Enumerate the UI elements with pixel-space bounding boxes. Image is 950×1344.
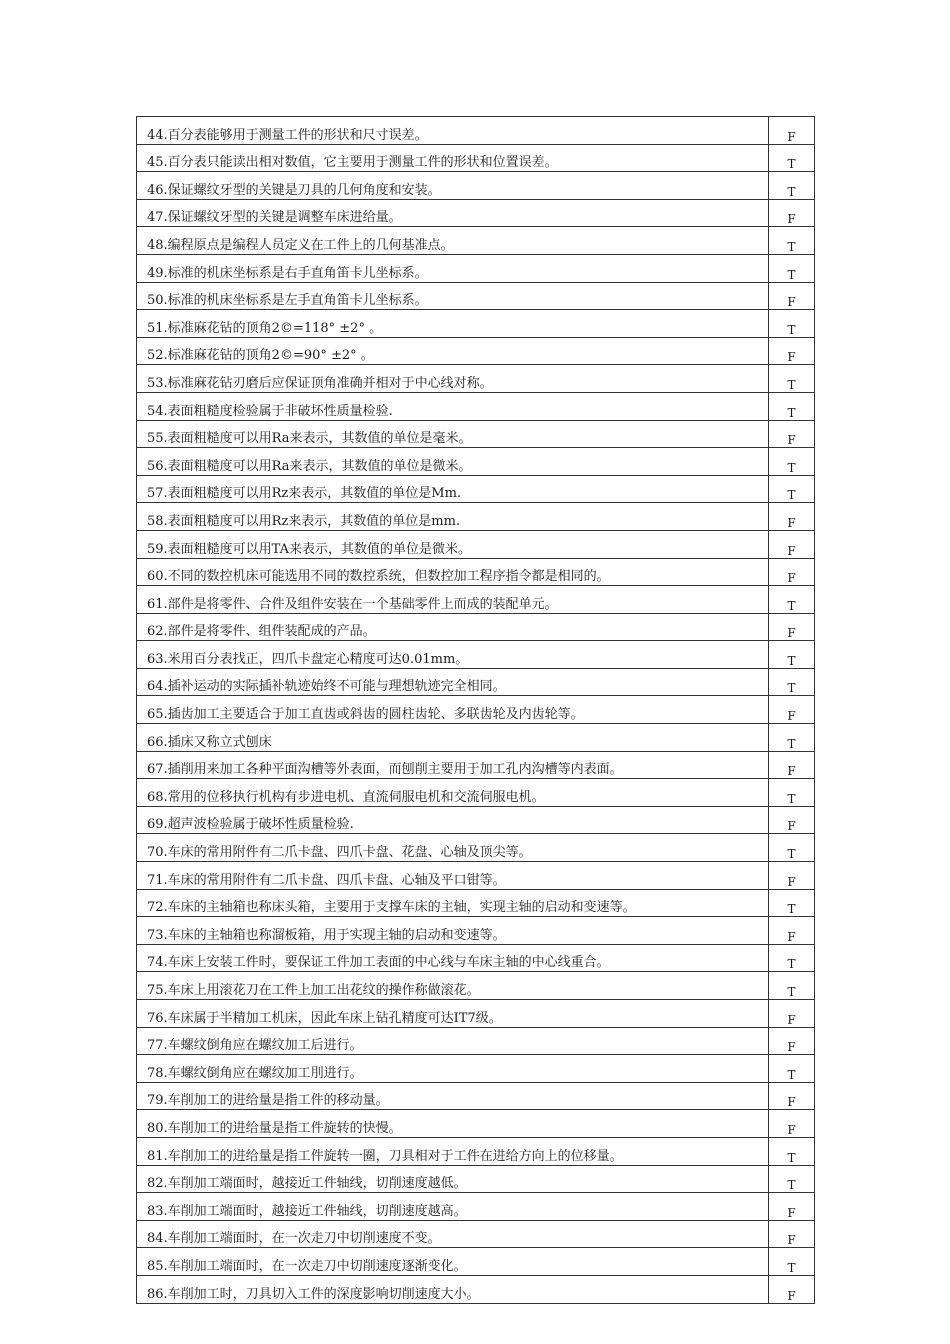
answer-cell: T xyxy=(769,448,815,476)
question-text: 64.插补运动的实际插补轨迹始终不可能与理想轨迹完全相同。 xyxy=(137,668,769,696)
table-body xyxy=(137,117,815,1304)
true-false-answer-table xyxy=(136,116,815,1304)
table-row xyxy=(137,530,815,558)
answer-cell: T xyxy=(769,668,815,696)
answer-cell: T xyxy=(769,310,815,338)
table-row xyxy=(137,917,815,945)
table-row xyxy=(137,1027,815,1055)
answer-cell: F xyxy=(769,117,815,145)
table-row xyxy=(137,558,815,586)
answer-cell: F xyxy=(769,917,815,945)
table-row xyxy=(137,503,815,531)
question-text: 46.保证螺纹牙型的关键是刀具的几何角度和安装。 xyxy=(137,172,769,200)
question-text: 54.表面粗糙度检验属于非破坏性质量检验. xyxy=(137,392,769,420)
answer-cell: T xyxy=(769,365,815,393)
question-text: 53.标准麻花钻刃磨后应保证顶角准确并相对于中心线对称。 xyxy=(137,365,769,393)
answer-cell: F xyxy=(769,806,815,834)
question-text: 84.车削加工端面时，在一次走刀中切削速度不变。 xyxy=(137,1220,769,1248)
question-text: 72.车床的主轴箱也称床头箱，主要用于支撑车床的主轴，实现主轴的启动和变速等。 xyxy=(137,889,769,917)
question-text: 85.车削加工端面时，在一次走刀中切削速度逐渐变化。 xyxy=(137,1248,769,1276)
question-text: 44.百分表能够用于测量工件的形状和尺寸误差。 xyxy=(137,117,769,145)
answer-cell: F xyxy=(769,199,815,227)
table-row xyxy=(137,254,815,282)
table-row xyxy=(137,806,815,834)
question-text: 78.车螺纹倒角应在螺纹加工刖进行。 xyxy=(137,1055,769,1083)
answer-cell: T xyxy=(769,254,815,282)
answer-cell: T xyxy=(769,172,815,200)
table-row xyxy=(137,944,815,972)
table-row xyxy=(137,641,815,669)
question-text: 47.保证螺纹牙型的关键是调整车床进给量。 xyxy=(137,199,769,227)
answer-cell: T xyxy=(769,1137,815,1165)
question-text: 62.部件是将零件、组件装配成的产品。 xyxy=(137,613,769,641)
table-row xyxy=(137,310,815,338)
question-text: 75.车床上用滚花刀在工件上加工出花纹的操作称做滚花。 xyxy=(137,972,769,1000)
answer-cell: F xyxy=(769,1110,815,1138)
table-row xyxy=(137,420,815,448)
table-row xyxy=(137,1193,815,1221)
answer-cell: T xyxy=(769,1248,815,1276)
answer-cell: F xyxy=(769,558,815,586)
answer-cell: F xyxy=(769,1000,815,1028)
answer-cell: F xyxy=(769,1220,815,1248)
table-row xyxy=(137,144,815,172)
question-text: 55.表面粗糙度可以用Ra来表示，其数值的单位是毫米。 xyxy=(137,420,769,448)
answer-cell: F xyxy=(769,1275,815,1303)
table-row xyxy=(137,724,815,752)
table-row xyxy=(137,392,815,420)
answer-cell: F xyxy=(769,282,815,310)
table-row xyxy=(137,668,815,696)
table-row xyxy=(137,779,815,807)
table-row xyxy=(137,613,815,641)
question-text: 71.车床的常用附件有二爪卡盘、四爪卡盘、心轴及平口钳等。 xyxy=(137,862,769,890)
table-row xyxy=(137,1137,815,1165)
table-row xyxy=(137,448,815,476)
question-text: 56.表面粗糙度可以用Ra来表示，其数值的单位是微米。 xyxy=(137,448,769,476)
question-text: 79.车削加工的进给量是指工件的移动量。 xyxy=(137,1082,769,1110)
answer-cell: T xyxy=(769,1165,815,1193)
question-text: 45.百分表只能读出相对数值，它主要用于测量工件的形状和位置误差。 xyxy=(137,144,769,172)
question-text: 77.车螺纹倒角应在螺纹加工后进行。 xyxy=(137,1027,769,1055)
table-row xyxy=(137,1055,815,1083)
question-text: 74.车床上安装工件时，要保证工件加工表面的中心线与车床主轴的中心线重合。 xyxy=(137,944,769,972)
table-row xyxy=(137,1220,815,1248)
answer-cell: T xyxy=(769,972,815,1000)
table-row xyxy=(137,1110,815,1138)
table-row xyxy=(137,282,815,310)
question-text: 63.米用百分表找正，四爪卡盘定心精度可达0.01mm。 xyxy=(137,641,769,669)
table-row xyxy=(137,227,815,255)
answer-cell: F xyxy=(769,1027,815,1055)
answer-cell: F xyxy=(769,503,815,531)
answer-cell: T xyxy=(769,227,815,255)
answer-cell: F xyxy=(769,613,815,641)
table-row xyxy=(137,475,815,503)
table-row xyxy=(137,199,815,227)
table-row xyxy=(137,1248,815,1276)
table-row xyxy=(137,751,815,779)
answer-cell: T xyxy=(769,144,815,172)
answer-cell: T xyxy=(769,1055,815,1083)
question-text: 49.标准的机床坐标系是右手直角笛卡儿坐标系。 xyxy=(137,254,769,282)
question-text: 48.编程原点是编程人员定义在工件上的几何基准点。 xyxy=(137,227,769,255)
table-row xyxy=(137,1165,815,1193)
question-text: 68.常用的位移执行机构有步进电机、直流伺服电机和交流伺服电机。 xyxy=(137,779,769,807)
answer-cell: T xyxy=(769,889,815,917)
question-text: 81.车削加工的进给量是指工件旋转一圈，刀具相对于工件在进给方向上的位移量。 xyxy=(137,1137,769,1165)
table-row xyxy=(137,696,815,724)
answer-cell: T xyxy=(769,586,815,614)
answer-cell: F xyxy=(769,420,815,448)
table-row xyxy=(137,1000,815,1028)
question-text: 80.车削加工的进给量是指工件旋转的快慢。 xyxy=(137,1110,769,1138)
answer-cell: F xyxy=(769,337,815,365)
question-text: 58.表面粗糙度可以用Rz来表示，其数值的单位是mm. xyxy=(137,503,769,531)
answer-cell: T xyxy=(769,475,815,503)
answer-cell: F xyxy=(769,530,815,558)
question-text: 61.部件是将零件、合件及组件安装在一个基础零件上而成的装配单元。 xyxy=(137,586,769,614)
question-text: 66.插床又称立式刨床 xyxy=(137,724,769,752)
question-text: 50.标准的机床坐标系是左手直角笛卡儿坐标系。 xyxy=(137,282,769,310)
answer-cell: T xyxy=(769,641,815,669)
table-row xyxy=(137,365,815,393)
answer-cell: T xyxy=(769,392,815,420)
answer-cell: T xyxy=(769,779,815,807)
table-row xyxy=(137,586,815,614)
table-row xyxy=(137,337,815,365)
table-row xyxy=(137,834,815,862)
table-row xyxy=(137,172,815,200)
question-text: 67.插削用来加工各种平面沟槽等外表面，而刨削主要用于加工孔内沟槽等内表面。 xyxy=(137,751,769,779)
question-text: 69.超声波检验属于破坏性质量检验. xyxy=(137,806,769,834)
table-row xyxy=(137,1275,815,1303)
answer-cell: F xyxy=(769,1082,815,1110)
question-text: 76.车床属于半精加工机床，因此车床上钻孔精度可达IT7级。 xyxy=(137,1000,769,1028)
question-text: 51.标准麻花钻的顶角2©=118° ±2° 。 xyxy=(137,310,769,338)
question-text: 65.插齿加工主要适合于加工直齿或斜齿的圆柱齿轮、多联齿轮及内齿轮等。 xyxy=(137,696,769,724)
question-text: 82.车削加工端面时，越接近工件轴线，切削速度越低。 xyxy=(137,1165,769,1193)
table-row xyxy=(137,117,815,145)
question-text: 70.车床的常用附件有二爪卡盘、四爪卡盘、花盘、心轴及顶尖等。 xyxy=(137,834,769,862)
question-text: 59.表面粗糙度可以用TA来表示，其数值的单位是微米。 xyxy=(137,530,769,558)
question-text: 86.车削加工时，刀具切入工件的深度影响切削速度大小。 xyxy=(137,1275,769,1303)
answer-cell: F xyxy=(769,1193,815,1221)
question-text: 60.不同的数控机床可能选用不同的数控系统，但数控加工程序指令都是相同的。 xyxy=(137,558,769,586)
question-text: 83.车削加工端面时，越接近工件轴线，切削速度越高。 xyxy=(137,1193,769,1221)
answer-cell: T xyxy=(769,724,815,752)
answer-cell: T xyxy=(769,834,815,862)
answer-cell: T xyxy=(769,944,815,972)
table-row xyxy=(137,862,815,890)
table-row xyxy=(137,889,815,917)
question-text: 73.车床的主轴箱也称溜板箱，用于实现主轴的启动和变速等。 xyxy=(137,917,769,945)
answer-cell: F xyxy=(769,862,815,890)
answer-cell: F xyxy=(769,751,815,779)
table-row xyxy=(137,1082,815,1110)
question-text: 57.表面粗糙度可以用Rz来表示，其数值的单位是Mm. xyxy=(137,475,769,503)
table-row xyxy=(137,972,815,1000)
answer-cell: F xyxy=(769,696,815,724)
question-text: 52.标准麻花钻的顶角2©=90° ±2° 。 xyxy=(137,337,769,365)
